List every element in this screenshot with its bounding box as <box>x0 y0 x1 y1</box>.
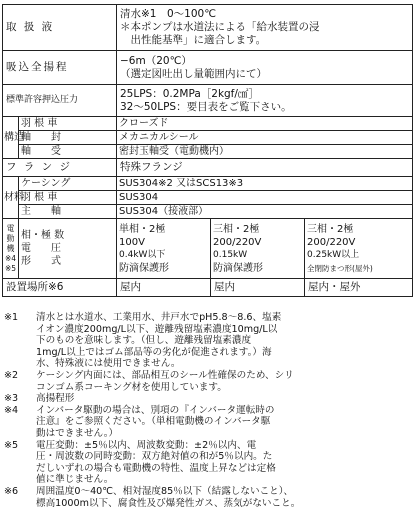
footnote-line: 注意』をご参照ください。（単相電動機のインバータ駆 <box>36 416 412 428</box>
motor-spec: 0.4kW以下 <box>119 249 208 262</box>
row-motor <box>3 219 413 279</box>
structure-item-value: 密封玉軸受（電動機内） <box>117 145 413 159</box>
footnote <box>4 312 412 370</box>
motor-group-char: 機 <box>4 244 17 254</box>
footnote-line: 1mg/L以上ではゴム部品等の劣化が促進されます。）海 <box>36 347 412 359</box>
handled-liquid-line: 出性能基準」に適合します。 <box>120 34 409 47</box>
motor-spec: 防滴保護形 <box>213 262 302 275</box>
pressure-value <box>117 85 413 117</box>
footnote-line: 圧・周波数の同時変動：双方絶対値の和が5％以内。た <box>36 451 412 463</box>
footnote-line: 下のものを意味します。（但し、遊離残留塩素濃度 <box>36 335 412 347</box>
pressure-line: 32〜50LPS：要目表をご覧下さい。 <box>120 101 409 114</box>
structure-item-label: 軸 封 <box>19 131 117 145</box>
motor-item-labels <box>19 219 117 279</box>
motor-item-label: 電 圧 <box>21 242 114 255</box>
suction-lift-label: 吸込全揚程 <box>3 51 117 85</box>
location-value: 屋内・屋外 <box>305 279 413 297</box>
structure-item-value: クローズド <box>117 117 413 131</box>
footnote-line: 水、特殊液には使用できません。 <box>36 358 412 370</box>
footnote-marker: ※6 <box>4 486 36 509</box>
location-label: 設置場所※6 <box>3 279 117 297</box>
handled-liquid-value <box>117 5 413 51</box>
spec-table <box>2 4 413 297</box>
notes-section <box>4 312 412 509</box>
footnote-line: 周囲温度0〜40℃、相対湿度85％以下（結露しないこと）、 <box>36 486 412 498</box>
footnote-body <box>36 312 412 370</box>
motor-spec: 三相・2極 <box>213 223 302 236</box>
structure-item-value: メカニカルシール <box>117 131 413 145</box>
material-item-label: 主 軸 <box>19 205 117 219</box>
motor-column-3 <box>305 219 413 279</box>
row-material-shaft <box>3 205 413 219</box>
motor-column-1 <box>117 219 211 279</box>
row-location <box>3 279 413 297</box>
material-item-value: SUS304※2 又はSCS13※3 <box>117 177 413 191</box>
motor-spec: 200/220V <box>213 236 302 249</box>
footnote-marker: ※3 <box>4 393 36 405</box>
footnote-body <box>36 370 412 393</box>
motor-group-char: 動 <box>4 234 17 244</box>
footnote-line: 高揚程形 <box>36 393 412 405</box>
location-value: 屋内 <box>117 279 211 297</box>
row-flange <box>3 159 413 177</box>
handled-liquid-line: ＊本ポンプは水道法による「給水装置の浸 <box>120 21 409 34</box>
row-handled-liquid <box>3 5 413 51</box>
footnote <box>4 370 412 393</box>
motor-group-char: 電 <box>4 224 17 234</box>
row-structure-bearing <box>3 145 413 159</box>
motor-item-label: 形 式 <box>21 255 114 268</box>
footnote-marker: ※4 <box>4 405 36 440</box>
motor-spec: 200/220V <box>307 236 410 249</box>
structure-group-label: 構造 <box>3 117 19 159</box>
footnote-line: だしいずれの場合も電動機の特性、温度上昇などは定格 <box>36 463 412 475</box>
footnote <box>4 405 412 440</box>
motor-column-2 <box>211 219 305 279</box>
motor-group-char: ※5 <box>4 264 17 274</box>
suction-lift-value <box>117 51 413 85</box>
motor-spec: 0.25kW以上 <box>307 249 410 262</box>
footnote-line: 値に準じません。 <box>36 474 412 486</box>
flange-value: 特殊フランジ <box>117 159 413 177</box>
footnote-line: 標高1000m以下、腐食性及び爆発性ガス、蒸気がないこと。 <box>36 498 412 509</box>
row-structure-seal <box>3 131 413 145</box>
footnote <box>4 440 412 486</box>
structure-item-label: 軸 受 <box>19 145 117 159</box>
structure-item-label: 羽 根 車 <box>19 117 117 131</box>
footnote-line: ケーシング内面には、部品相互のシール性確保のため、シリ <box>36 370 412 382</box>
footnote-line: 清水とは水道水、工業用水、井戸水でpH5.8〜8.6、塩素 <box>36 312 412 324</box>
motor-spec: 防滴保護形 <box>119 262 208 275</box>
footnote-line: イオン濃度200mg/L以下、遊離残留塩素濃度10mg/L以 <box>36 324 412 336</box>
pressure-line: 25LPS：0.2MPa［2kgf/㎠］ <box>120 88 409 101</box>
motor-group-label <box>3 219 19 279</box>
motor-group-char: ※4 <box>4 254 17 264</box>
material-item-value: SUS304（接液部） <box>117 205 413 219</box>
material-item-label: 羽 根 車 <box>19 191 117 205</box>
row-material-casing <box>3 177 413 191</box>
location-value: 屋内 <box>211 279 305 297</box>
flange-label: フ ラ ン ジ <box>3 159 117 177</box>
motor-spec: 全閉防まつ形(屋外) <box>307 262 410 275</box>
footnote-line: 動はできません。） <box>36 428 412 440</box>
row-material-impeller <box>3 191 413 205</box>
motor-spec: 三相・2極 <box>307 223 410 236</box>
motor-spec: 100V <box>119 236 208 249</box>
suction-lift-line: （選定図吐出し量範囲内にて） <box>120 68 409 81</box>
material-item-label: ケーシング <box>19 177 117 191</box>
footnote-body <box>36 440 412 486</box>
handled-liquid-line: 清水※1 0〜100℃ <box>120 8 409 21</box>
footnote-body <box>36 393 412 405</box>
material-item-value: SUS304 <box>117 191 413 205</box>
footnote-marker: ※5 <box>4 440 36 486</box>
footnote-marker: ※1 <box>4 312 36 370</box>
footnote <box>4 486 412 509</box>
row-suction-lift <box>3 51 413 85</box>
pressure-label: 標準許容押込圧力 <box>3 85 117 117</box>
row-pressure <box>3 85 413 117</box>
footnote-body <box>36 486 412 509</box>
suction-lift-line: −6m（20℃） <box>120 55 409 68</box>
motor-spec: 0.15kW <box>213 249 302 262</box>
footnote-marker: ※2 <box>4 370 36 393</box>
footnote-line: インバータ駆動の場合は、別項の『インバータ運転時の <box>36 405 412 417</box>
row-structure-impeller <box>3 117 413 131</box>
footnote-body <box>36 405 412 440</box>
footnote <box>4 393 412 405</box>
motor-spec: 単相・2極 <box>119 223 208 236</box>
material-group-label: 材料 <box>3 177 19 219</box>
footnote-line: コンゴム系コーキング材を使用しています。 <box>36 382 412 394</box>
footnote-line: 電圧変動：±5％以内、周波数変動：±2％以内、電 <box>36 440 412 452</box>
handled-liquid-label: 取 扱 液 <box>3 5 117 51</box>
motor-item-label: 相・極 数 <box>21 229 114 242</box>
